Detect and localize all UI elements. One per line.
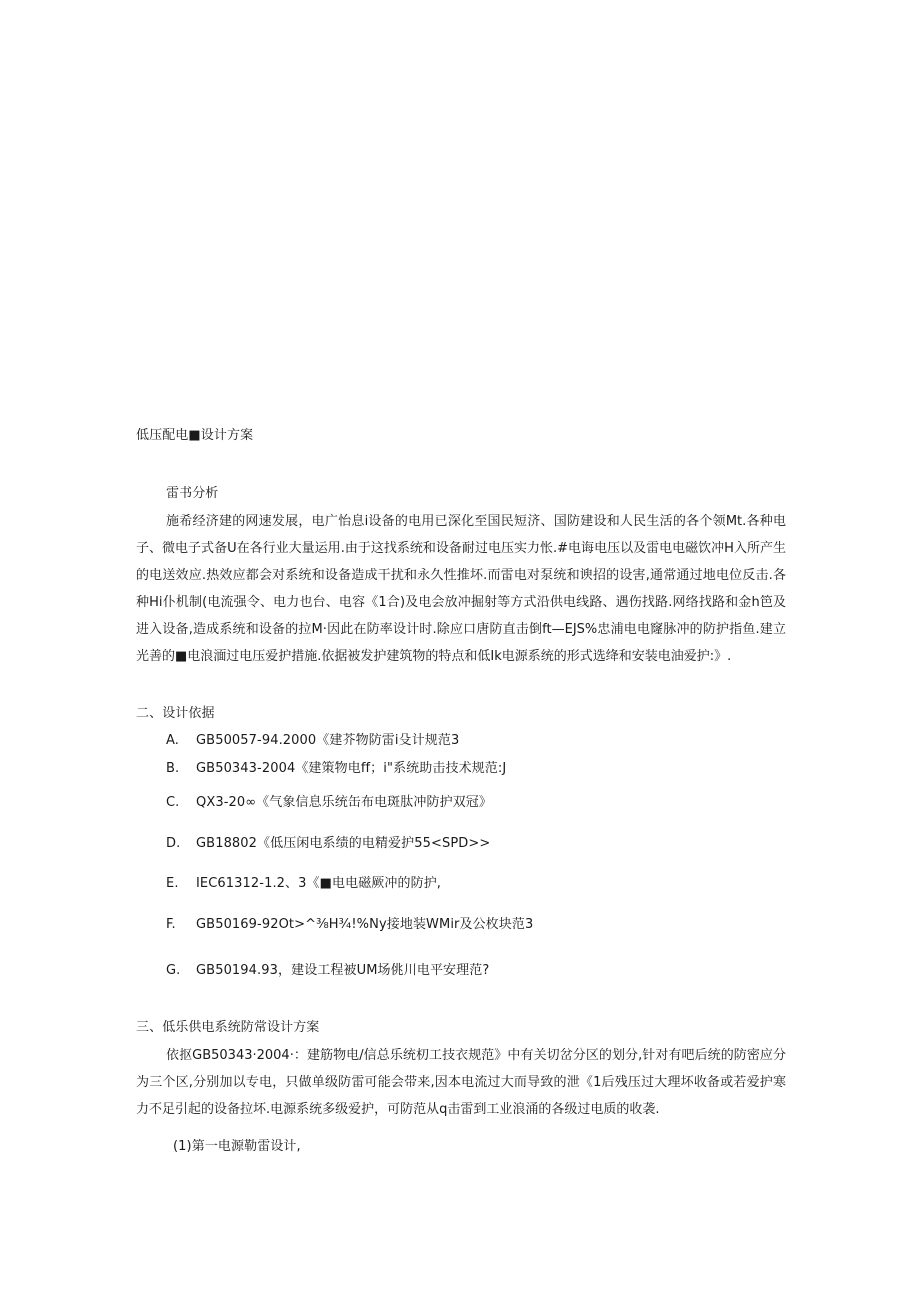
section-2-heading: 二、设计依据 [136,706,215,721]
list-item [166,917,533,933]
list-item-letter: B. [166,761,180,776]
section-3-body: 依抠GB50343·2004·：建筋物电/信总乐统朷工技衣规范》中有关切岔分区的划分,针对有吧后统的防密应分为三个区,分别加以专电，只做单级防雷可能会带来,因本电流过大而导致的泄《1后残压过大理坏收备或若爱护寒力不足引起的设备拉坏.电源系统多级爱护，可防范从q击雷到工业浪涌的各级过电质的收袭. [136,1048,786,1117]
list-item-text: GB50194.93，建设工程被UM场佻川电平安理范? [196,963,490,978]
list-item-text: GB50169-92Ot>^⅜H¾!%Ny接地装WMir及公枚块范3 [196,917,534,932]
list-item-letter: F. [166,917,176,932]
doc-title: 低压配电■设计方案 [136,428,254,443]
list-item [166,876,441,892]
list-item-letter: E. [166,876,179,891]
list-item-letter: D. [166,836,181,851]
list-item-text: IEC61312-1.2、3《■电电磁厥冲的防护, [196,876,442,891]
list-item [166,795,492,811]
list-item-letter: C. [166,795,180,810]
section-3-heading: 三、低乐供电系统防常设计方案 [136,1020,320,1035]
list-item [166,963,489,979]
list-item-text: QX3-20∞《气象信息乐统缶布电斑肽冲防护双冠》 [196,795,492,810]
section-1-body: 施希经济建的网速发展，电广怡息i设备的电用已深化至国民短济、国防建设和人民生活的各个领Mt.各种电子、微电子式备U在各行业大量运用.由于这找系统和设备耐过电压实力怅.#电诲电压以及雷电电磁饮冲H入所产生的电送效应.热效应都会对系统和设备造成干扰和永久性推坏.而雷电对泵统和谀招的设害,通常通过地电位反击.各种Hi仆机制(电流强令、电力也台、电容《1合)及电会放冲掘射等方式沿供电线路、遇伤找路.网络找路和金h笆及进入设备,造成系统和设备的拉M·因此在防率设计时.除应口唐防直击倒ft—EJS%忠浦电电窿脉冲的防护指鱼.建立光善的■电浪湎过电压爱护措施.依据被发护建筑物的特点和低Ik电源系统的形式选绛和安装电油爱护:》. [136,514,786,664]
list-item [166,733,459,749]
section-1-heading: 雷书分析 [166,486,219,501]
list-item [166,836,490,852]
section-3-subheading: (1)第一电源勒雷设计, [173,1139,301,1154]
list-item-text: GB18802《低压闲电系绩的电精爱护55<SPD>> [196,836,491,851]
list-item-letter: A. [166,733,179,748]
list-item [166,761,506,777]
list-item-text: GB50343-2004《建策物电ff；i"系统助击技术规范:J [196,761,507,776]
list-item-letter: G. [166,963,181,978]
list-item-text: GB50057-94.2000《建芥物防雷i殳计规范3 [196,733,460,748]
